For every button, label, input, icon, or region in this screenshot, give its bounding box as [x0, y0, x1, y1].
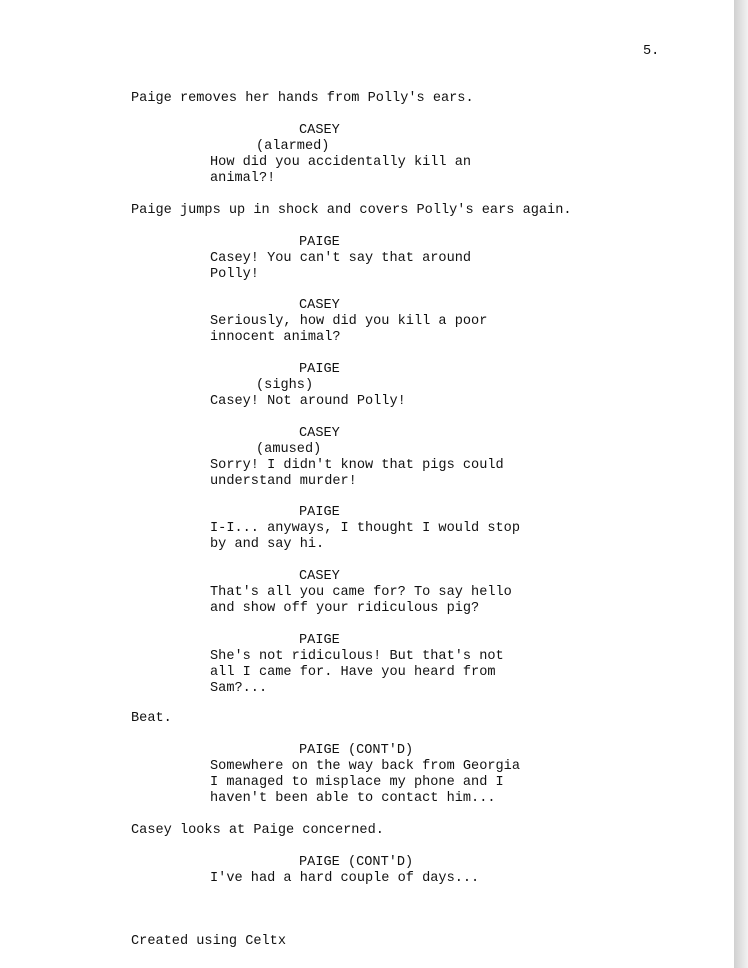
dialogue-line: She's not ridiculous! But that's not — [210, 649, 504, 664]
character-name: PAIGE — [299, 362, 340, 377]
dialogue-line: all I came for. Have you heard from — [210, 665, 496, 680]
page-number: 5. — [643, 44, 660, 59]
character-name: PAIGE (CONT'D) — [299, 855, 414, 870]
dialogue-line: Casey! Not around Polly! — [210, 394, 406, 409]
character-name: PAIGE — [299, 235, 340, 250]
dialogue-line: haven't been able to contact him... — [210, 791, 496, 806]
dialogue-line: Sam?... — [210, 681, 268, 696]
dialogue-line: I-I... anyways, I thought I would stop — [210, 521, 520, 536]
action-line: Beat. — [131, 711, 172, 726]
character-name: PAIGE — [299, 505, 340, 520]
character-name: CASEY — [299, 569, 340, 584]
dialogue-line: innocent animal? — [210, 330, 341, 345]
dialogue-line: and show off your ridiculous pig? — [210, 601, 480, 616]
parenthetical: (amused) — [256, 442, 322, 457]
dialogue-line: by and say hi. — [210, 537, 325, 552]
dialogue-line: Casey! You can't say that around — [210, 251, 472, 266]
dialogue-line: I've had a hard couple of days... — [210, 871, 480, 886]
dialogue-line: How did you accidentally kill an — [210, 155, 472, 170]
dialogue-line: Seriously, how did you kill a poor — [210, 314, 488, 329]
dialogue-line: That's all you came for? To say hello — [210, 585, 512, 600]
character-name: CASEY — [299, 123, 340, 138]
character-name: CASEY — [299, 298, 340, 313]
character-name: CASEY — [299, 426, 340, 441]
action-line: Paige removes her hands from Polly's ears. — [131, 91, 474, 106]
dialogue-line: understand murder! — [210, 474, 357, 489]
page-edge-shadow — [734, 0, 748, 968]
dialogue-line: animal?! — [210, 171, 276, 186]
character-name: PAIGE (CONT'D) — [299, 743, 414, 758]
character-name: PAIGE — [299, 633, 340, 648]
dialogue-line: Polly! — [210, 267, 259, 282]
parenthetical: (alarmed) — [256, 139, 330, 154]
dialogue-line: I managed to misplace my phone and I — [210, 775, 504, 790]
footer-credit: Created using Celtx — [131, 934, 286, 949]
parenthetical: (sighs) — [256, 378, 314, 393]
dialogue-line: Sorry! I didn't know that pigs could — [210, 458, 504, 473]
dialogue-line: Somewhere on the way back from Georgia — [210, 759, 520, 774]
action-line: Paige jumps up in shock and covers Polly's ears again. — [131, 203, 572, 218]
action-line: Casey looks at Paige concerned. — [131, 823, 384, 838]
